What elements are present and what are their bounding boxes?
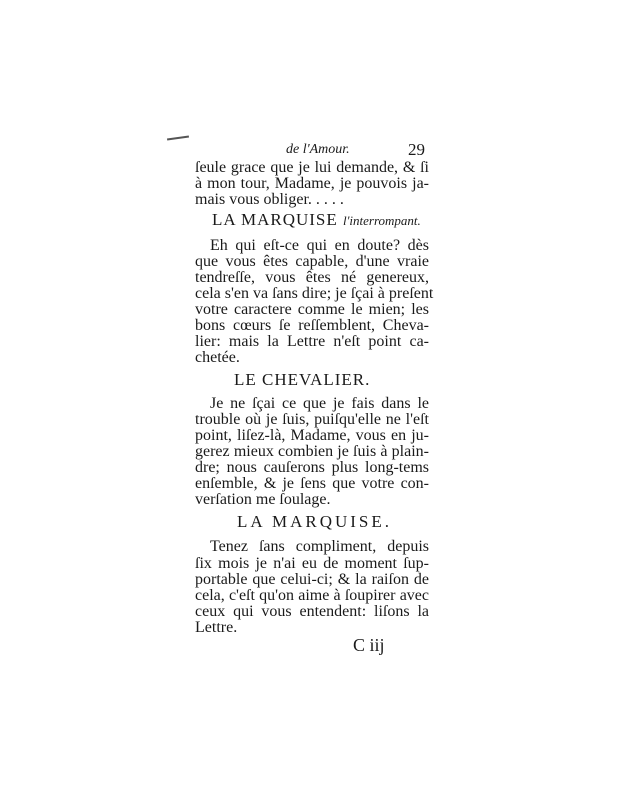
speaker-heading: LA MARQUISE. (237, 512, 393, 531)
text-line: cela s'en va ſans dire; je ſçai à preſent (195, 285, 434, 302)
text-line: lier: mais la Lettre n'eſt point ca- (195, 333, 429, 350)
stage-direction: l'interrompant. (343, 213, 421, 228)
text-line: dre; nous cauſerons plus long-tems (195, 459, 429, 476)
page-number: 29 (408, 140, 425, 159)
text-line: chetée. (195, 349, 240, 366)
text-line: point, liſez-là, Madame, vous en ju- (195, 427, 429, 444)
text-line: enſemble, & je ſens que votre con- (195, 475, 429, 492)
text-line: bons cœurs ſe reſſemblent, Cheva- (195, 317, 429, 334)
text-line: ceux qui vous entendent: liſons la (195, 603, 429, 620)
text-line: Tenez ſans compliment, depuis (210, 538, 429, 555)
text-line: trouble où je ſuis, puiſqu'elle ne l'eſt (195, 411, 429, 428)
text-line: votre caractere comme le mien; les (195, 301, 429, 318)
running-head: de l'Amour. (286, 142, 350, 157)
text-line: Eh qui eſt-ce qui en doute? dès (210, 237, 429, 254)
speaker-heading: LE CHEVALIER. (234, 370, 371, 389)
text-line: Lettre. (195, 619, 238, 636)
text-line: verſation me ſoulage. (195, 491, 331, 508)
text-line: ſix mois je n'ai eu de moment ſup- (195, 555, 429, 572)
speaker-name: LA MARQUISE (212, 210, 338, 229)
speaker-heading (212, 211, 421, 229)
signature-mark: C iij (353, 635, 385, 655)
text-line: à mon tour, Madame, je pouvois ja- (195, 175, 429, 192)
text-line: portable que celui-ci; & la raiſon de (195, 571, 429, 588)
text-line: gerez mieux combien je ſuis à plain- (195, 443, 429, 460)
scan-mark (167, 135, 189, 140)
text-line: cela, c'eſt qu'on aime à ſoupirer avec (195, 587, 429, 604)
text-line: ſeule grace que je lui demande, & ſi (195, 159, 429, 176)
text-line: Je ne ſçai ce que je fais dans le (210, 395, 429, 412)
text-line: que vous êtes capable, d'une vraie (195, 253, 429, 270)
text-line: tendreſſe, vous êtes né genereux, (195, 269, 429, 286)
text-line: mais vous obliger. . . . . (195, 191, 344, 208)
